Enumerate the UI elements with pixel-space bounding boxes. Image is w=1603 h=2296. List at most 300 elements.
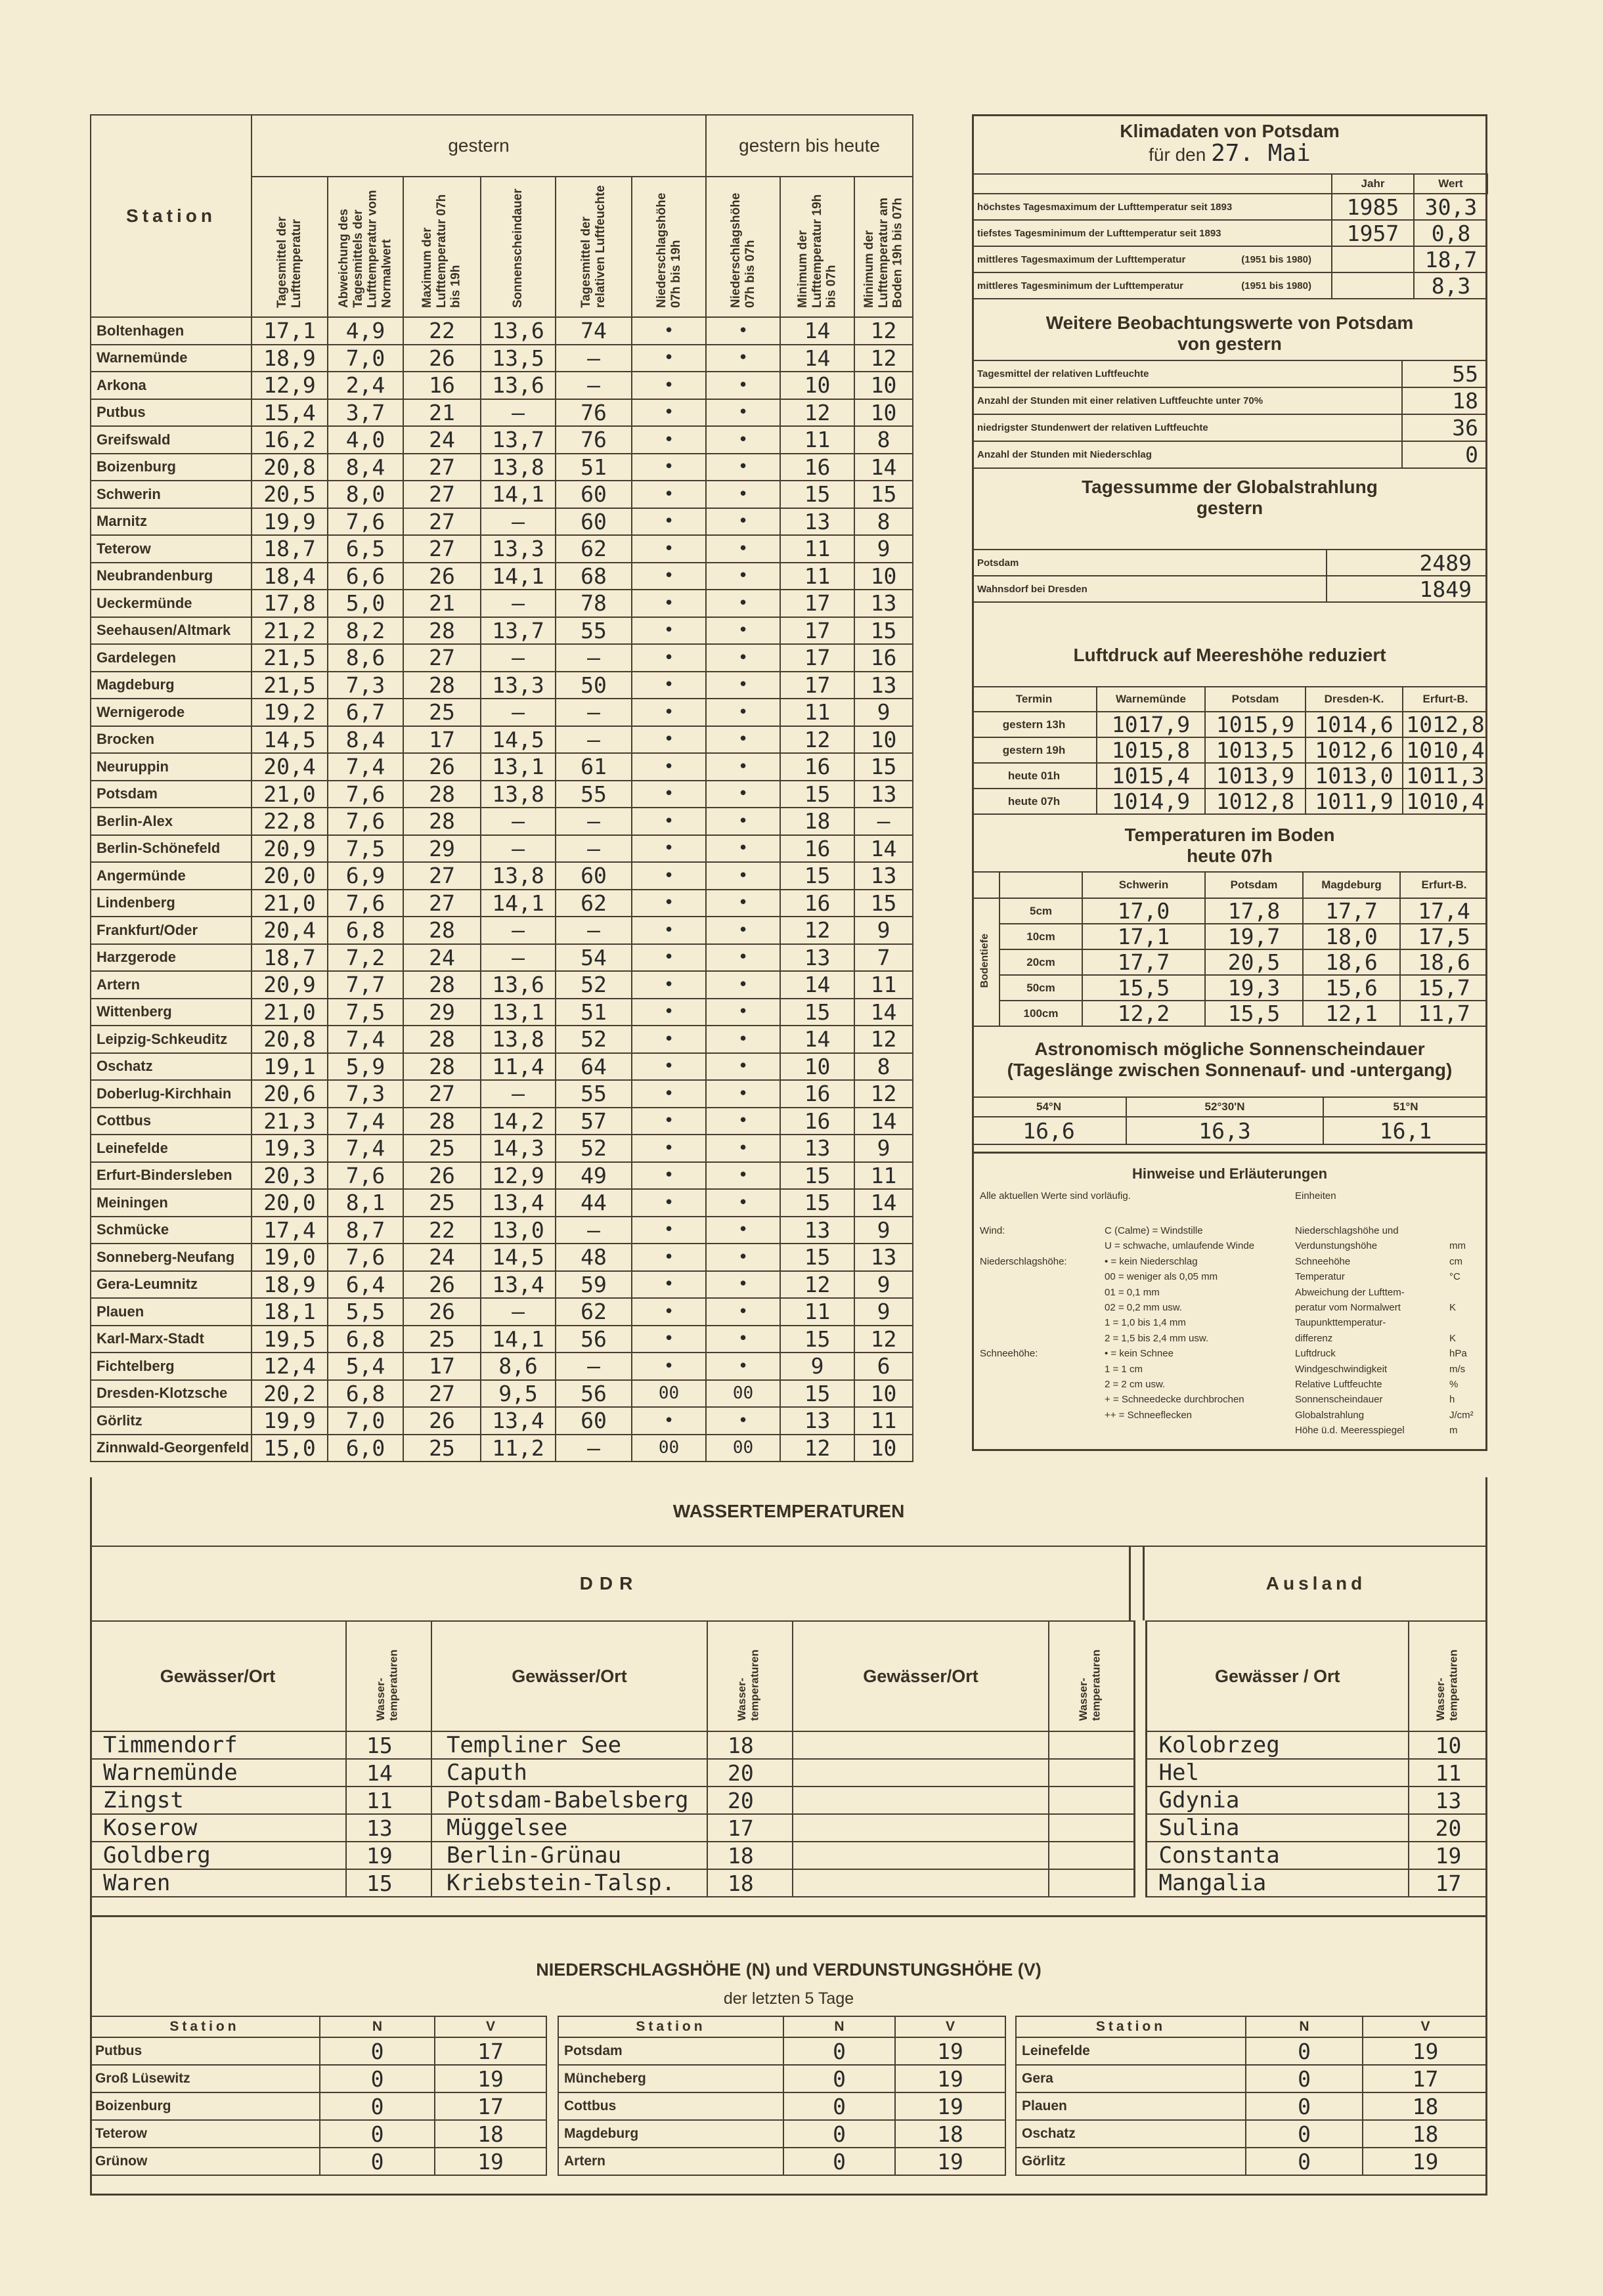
station-value: 19,3 xyxy=(252,1135,328,1162)
table-row xyxy=(91,535,913,563)
station-value: 57 xyxy=(556,1108,632,1135)
station-value: 14,3 xyxy=(481,1135,556,1162)
wasser-ort-empty xyxy=(793,1759,1049,1787)
station-value: 10 xyxy=(854,726,913,754)
unit-name: Höhe ü.d. Meeresspiegel xyxy=(1295,1425,1405,1437)
station-value: 20,4 xyxy=(252,753,328,781)
station-value: 28 xyxy=(403,808,481,835)
klima-label-text: mittleres Tagesmaximum der Lufttemperatur xyxy=(977,253,1186,265)
boden-value: 15,7 xyxy=(1400,975,1487,1001)
wasser-header-row xyxy=(90,1621,1487,1731)
wasser-ort: Gdynia xyxy=(1146,1787,1409,1814)
luftdruck-header xyxy=(972,645,1487,666)
hinweise-line xyxy=(980,1392,1288,1407)
station-name: Karl-Marx-Stadt xyxy=(91,1326,252,1353)
boden-value: 11,7 xyxy=(1400,1001,1487,1026)
station-value: – xyxy=(481,508,556,536)
wasser-row xyxy=(90,1759,1487,1787)
ns-n: 0 xyxy=(1246,2037,1363,2065)
hinweise-desc: 02 = 0,2 mm usw. xyxy=(1105,1301,1182,1313)
station-value: 16 xyxy=(403,372,481,399)
station-value: 14,5 xyxy=(481,726,556,754)
ns-gap xyxy=(546,2120,558,2148)
klima-wert: 8,3 xyxy=(1414,272,1487,299)
station-value: 27 xyxy=(403,454,481,481)
station-value: 11 xyxy=(854,1407,913,1435)
station-value: – xyxy=(556,1217,632,1244)
station-value: 17 xyxy=(403,1353,481,1380)
klima-label xyxy=(972,246,1332,272)
global-value: 2489 xyxy=(1327,550,1487,576)
wasser-col-temp-ausland-label: Wasser-temperaturen xyxy=(1434,1649,1460,1721)
station-value: 7,6 xyxy=(328,781,403,808)
unit-line xyxy=(1295,1408,1482,1423)
station-value: 13 xyxy=(854,590,913,617)
unit-line xyxy=(1295,1223,1482,1238)
station-value: 52 xyxy=(556,1135,632,1162)
station-value: 21,5 xyxy=(252,644,328,672)
station-value: 6,8 xyxy=(328,917,403,944)
station-value: • xyxy=(706,944,780,972)
station-name: Harzgerode xyxy=(91,944,252,972)
wasser-temp-empty xyxy=(1049,1814,1134,1842)
station-value: 13,7 xyxy=(481,617,556,645)
hinweise-desc: + = Schneedecke durchbrochen xyxy=(1105,1394,1244,1406)
wasser-temp-empty xyxy=(1049,1869,1134,1897)
wasser-temp: 13 xyxy=(1409,1787,1487,1814)
station-value: 24 xyxy=(403,1244,481,1271)
station-value: • xyxy=(632,317,706,345)
station-value: • xyxy=(706,1244,780,1271)
ns-n: 0 xyxy=(1246,2120,1363,2148)
station-value: 20,9 xyxy=(252,971,328,999)
station-name: Teterow xyxy=(91,535,252,563)
station-name: Seehausen/Altmark xyxy=(91,617,252,645)
station-name: Doberlug-Kirchhain xyxy=(91,1080,252,1108)
station-value: 28 xyxy=(403,917,481,944)
station-value: – xyxy=(481,808,556,835)
station-value: • xyxy=(632,1135,706,1162)
boden-row xyxy=(972,1001,1487,1026)
ns-gap xyxy=(1005,2065,1016,2092)
ns-n: 0 xyxy=(320,2037,435,2065)
unit-line xyxy=(1295,1269,1482,1284)
wasser-col-temp-label: Wasser-temperaturen xyxy=(374,1649,400,1721)
station-value: • xyxy=(632,1162,706,1190)
station-value: 27 xyxy=(403,481,481,508)
hinweise-note: Alle aktuellen Werte sind vorläufig. xyxy=(980,1190,1131,1202)
station-value: • xyxy=(632,1271,706,1299)
station-value: • xyxy=(632,726,706,754)
station-value: 14,2 xyxy=(481,1108,556,1135)
boden-header xyxy=(972,825,1487,867)
station-value: 11 xyxy=(854,971,913,999)
weitere-value: 0 xyxy=(1402,441,1487,468)
station-value: 7,4 xyxy=(328,1108,403,1135)
ns-v: 19 xyxy=(1363,2037,1487,2065)
station-value: 9 xyxy=(854,1135,913,1162)
station-value: 20,8 xyxy=(252,454,328,481)
ns-station: Teterow xyxy=(90,2120,320,2148)
unit-symbol: hPa xyxy=(1449,1348,1467,1360)
ns-n: 0 xyxy=(783,2037,895,2065)
station-value: • xyxy=(632,1326,706,1353)
klima-date: 27. Mai xyxy=(1211,140,1311,167)
station-value: 52 xyxy=(556,971,632,999)
hinweise-desc: 00 = weniger als 0,05 mm xyxy=(1105,1271,1218,1283)
station-value: 60 xyxy=(556,862,632,890)
station-value: • xyxy=(706,563,780,590)
global-title: Tagessumme der Globalstrahlung xyxy=(1082,477,1378,497)
ns-gap xyxy=(1005,2037,1016,2065)
table-row xyxy=(91,862,913,890)
boden-side xyxy=(972,898,999,1026)
boden-value: 19,7 xyxy=(1205,924,1303,949)
station-value: 14 xyxy=(780,317,854,345)
station-value: – xyxy=(481,835,556,863)
global-value: 1849 xyxy=(1327,576,1487,602)
col-header-label-3: Sonnenscheindauer xyxy=(511,188,525,308)
station-name: Erfurt-Bindersleben xyxy=(91,1162,252,1190)
ausland-label: Ausland xyxy=(1265,1573,1367,1593)
station-value: 8,4 xyxy=(328,726,403,754)
col-header-5 xyxy=(632,177,706,317)
station-name: Wittenberg xyxy=(91,999,252,1026)
ns-gap xyxy=(1005,2016,1016,2037)
station-value: • xyxy=(706,1108,780,1135)
klima-jahr xyxy=(1332,246,1414,272)
wasser-col-temp xyxy=(346,1621,431,1731)
wasser-temp: 11 xyxy=(1409,1759,1487,1787)
wasser-col-ort-label: Gewässer/Ort xyxy=(160,1666,276,1686)
station-value: 24 xyxy=(403,426,481,454)
wasser-ort: Potsdam-Babelsberg xyxy=(431,1787,707,1814)
hinweise-desc: 2 = 1,5 bis 2,4 mm usw. xyxy=(1105,1332,1208,1344)
klima-table xyxy=(972,173,1488,299)
station-name: Artern xyxy=(91,971,252,999)
hinweise-line xyxy=(980,1254,1288,1269)
station-value: 12 xyxy=(854,1080,913,1108)
station-value: 5,9 xyxy=(328,1053,403,1081)
unit-line xyxy=(1295,1254,1482,1269)
klima-title: Klimadaten von Potsdam xyxy=(1120,121,1340,141)
station-value: 16 xyxy=(780,454,854,481)
hinweise-key xyxy=(980,1408,1091,1423)
station-value: 12 xyxy=(854,317,913,345)
hinweise-key xyxy=(980,1285,1091,1300)
ns-n: 0 xyxy=(783,2120,895,2148)
col-header-station: Station xyxy=(91,115,252,317)
klima-date-prefix: für den xyxy=(1149,144,1206,165)
station-value: 22 xyxy=(403,317,481,345)
table-row xyxy=(91,426,913,454)
station-value: 12 xyxy=(780,726,854,754)
luftdruck-col-header: Erfurt-B. xyxy=(1403,687,1487,712)
station-value: 21,0 xyxy=(252,999,328,1026)
table-row xyxy=(91,753,913,781)
station-value: 9 xyxy=(854,1271,913,1299)
station-value: 20,3 xyxy=(252,1162,328,1190)
station-value: 60 xyxy=(556,508,632,536)
unit-name: Luftdruck xyxy=(1295,1348,1336,1360)
station-name: Neubrandenburg xyxy=(91,563,252,590)
station-value: 12 xyxy=(854,1026,913,1053)
col-header-6 xyxy=(706,177,780,317)
station-value: 7,0 xyxy=(328,345,403,372)
boden-value: 17,7 xyxy=(1303,898,1400,924)
station-value: 6,5 xyxy=(328,535,403,563)
wasser-col-temp-ausland xyxy=(1409,1621,1487,1731)
station-value: 21,0 xyxy=(252,890,328,917)
table-row xyxy=(91,399,913,427)
station-value: 76 xyxy=(556,426,632,454)
station-value: – xyxy=(481,944,556,972)
station-value: • xyxy=(706,481,780,508)
hinweise-line xyxy=(980,1285,1288,1300)
station-value: • xyxy=(706,726,780,754)
hinweise-key xyxy=(980,1269,1091,1284)
station-value: 8,1 xyxy=(328,1189,403,1217)
station-value: 13 xyxy=(780,1217,854,1244)
station-name: Magdeburg xyxy=(91,672,252,699)
station-name: Potsdam xyxy=(91,781,252,808)
station-value: 76 xyxy=(556,399,632,427)
klima-row xyxy=(972,194,1487,220)
boden-value: 20,5 xyxy=(1205,949,1303,975)
ns-v: 18 xyxy=(1363,2092,1487,2120)
station-value: 21,5 xyxy=(252,672,328,699)
station-value: 13,0 xyxy=(481,1217,556,1244)
station-value: • xyxy=(632,1053,706,1081)
luftdruck-value: 1015,4 xyxy=(1097,763,1205,789)
hinweise-key: Schneehöhe: xyxy=(980,1348,1038,1360)
station-value: 7,3 xyxy=(328,672,403,699)
hinweise-key: Niederschlagshöhe: xyxy=(980,1255,1067,1267)
station-value: 11 xyxy=(854,1162,913,1190)
klima-label-period: (1951 bis 1980) xyxy=(1241,253,1311,265)
station-value: 14,1 xyxy=(481,481,556,508)
station-value: 26 xyxy=(403,1162,481,1190)
station-value: 26 xyxy=(403,345,481,372)
luftdruck-termin: gestern 13h xyxy=(972,712,1097,737)
hinweise-title: Hinweise und Erläuterungen xyxy=(1131,1165,1328,1182)
weitere-label: niedrigster Stundenwert der relativen Luftfeuchte xyxy=(972,414,1402,441)
hinweise-desc: 1 = 1 cm xyxy=(1105,1363,1143,1375)
station-value: 15 xyxy=(780,1189,854,1217)
ns-v: 19 xyxy=(895,2037,1005,2065)
station-value: 9 xyxy=(780,1353,854,1380)
luftdruck-value: 1011,9 xyxy=(1306,789,1403,814)
station-value: • xyxy=(706,753,780,781)
luftdruck-col-header: Warnemünde xyxy=(1097,687,1205,712)
ns-n: 0 xyxy=(1246,2148,1363,2175)
station-value: • xyxy=(706,1271,780,1299)
station-value: • xyxy=(706,372,780,399)
station-value: • xyxy=(632,454,706,481)
station-value: • xyxy=(632,563,706,590)
station-value: 54 xyxy=(556,944,632,972)
unit-line xyxy=(1295,1285,1482,1300)
boden-row xyxy=(972,898,1487,924)
station-value: 15 xyxy=(854,753,913,781)
luftdruck-value: 1010,4 xyxy=(1403,737,1487,763)
station-value: 16 xyxy=(780,1080,854,1108)
unit-symbol: m xyxy=(1449,1425,1458,1437)
klima-label xyxy=(972,194,1332,220)
unit-line xyxy=(1295,1238,1482,1253)
station-value: 10 xyxy=(854,372,913,399)
hinweise-line xyxy=(980,1408,1288,1423)
station-value: • xyxy=(706,699,780,726)
weitere-value: 55 xyxy=(1402,360,1487,387)
station-value: • xyxy=(632,481,706,508)
hinweise-section xyxy=(972,1152,1487,1451)
unit-name: differenz xyxy=(1295,1332,1333,1344)
boden-side-label: Bodentiefe xyxy=(979,933,991,988)
wasser-temp: 18 xyxy=(707,1869,793,1897)
unit-line xyxy=(1295,1377,1482,1392)
ns-gap xyxy=(1005,2092,1016,2120)
station-value: 6,4 xyxy=(328,1271,403,1299)
boden-col-header: Erfurt-B. xyxy=(1400,872,1487,898)
station-value: 16 xyxy=(780,753,854,781)
ddr-label: DDR xyxy=(579,1573,640,1593)
station-value: • xyxy=(706,1326,780,1353)
station-value: • xyxy=(706,1353,780,1380)
station-value: 13,4 xyxy=(481,1189,556,1217)
wasser-col-ort xyxy=(793,1621,1049,1731)
station-value: 19,0 xyxy=(252,1244,328,1271)
station-value: 8,2 xyxy=(328,617,403,645)
boden-value: 15,6 xyxy=(1303,975,1400,1001)
station-value: 13,8 xyxy=(481,1026,556,1053)
ns-col-v: V xyxy=(435,2016,546,2037)
wasser-ort: Mangalia xyxy=(1146,1869,1409,1897)
station-value: 14,5 xyxy=(252,726,328,754)
station-name: Gera-Leumnitz xyxy=(91,1271,252,1299)
station-value: • xyxy=(632,917,706,944)
station-value: 15 xyxy=(854,481,913,508)
station-value: 20,0 xyxy=(252,862,328,890)
station-value: 19,2 xyxy=(252,699,328,726)
station-value: 14 xyxy=(854,1189,913,1217)
station-name: Berlin-Schönefeld xyxy=(91,835,252,863)
boden-value: 18,0 xyxy=(1303,924,1400,949)
station-name: Frankfurt/Oder xyxy=(91,917,252,944)
station-value: 13,8 xyxy=(481,781,556,808)
station-value: 5,4 xyxy=(328,1353,403,1380)
station-value: • xyxy=(632,1217,706,1244)
unit-symbol: cm xyxy=(1449,1255,1462,1267)
ns-n: 0 xyxy=(320,2065,435,2092)
station-value: 74 xyxy=(556,317,632,345)
hinweise-desc: U = schwache, umlaufende Winde xyxy=(1105,1240,1255,1252)
luftdruck-value: 1013,5 xyxy=(1205,737,1306,763)
wasser-ort: Sulina xyxy=(1146,1814,1409,1842)
station-value: 8,0 xyxy=(328,481,403,508)
weitere-value: 36 xyxy=(1402,414,1487,441)
boden-row xyxy=(972,949,1487,975)
station-value: 25 xyxy=(403,1189,481,1217)
wasser-table xyxy=(90,1620,1487,1897)
station-value: 17,4 xyxy=(252,1217,328,1244)
station-value: 14 xyxy=(780,345,854,372)
luftdruck-value: 1014,6 xyxy=(1306,712,1403,737)
ns-n: 0 xyxy=(320,2120,435,2148)
col-header-8 xyxy=(854,177,913,317)
station-name: Angermünde xyxy=(91,862,252,890)
col-header-0 xyxy=(252,177,328,317)
station-value: 12 xyxy=(780,399,854,427)
ns-station: Magdeburg xyxy=(558,2120,783,2148)
station-value: 11,4 xyxy=(481,1053,556,1081)
station-value: 17 xyxy=(780,617,854,645)
station-name: Gardelegen xyxy=(91,644,252,672)
station-value: 17 xyxy=(780,590,854,617)
station-value: • xyxy=(706,1162,780,1190)
ns-header-row xyxy=(90,2016,1487,2037)
ns-row xyxy=(90,2120,1487,2148)
ns-v: 19 xyxy=(1363,2148,1487,2175)
ns-gap xyxy=(546,2092,558,2120)
station-value: 17 xyxy=(403,726,481,754)
ns-v: 17 xyxy=(435,2037,546,2065)
table-row xyxy=(91,917,913,944)
station-value: • xyxy=(706,345,780,372)
station-value: 7,7 xyxy=(328,971,403,999)
station-name: Schmücke xyxy=(91,1217,252,1244)
col-header-1 xyxy=(328,177,403,317)
station-value: 24 xyxy=(403,944,481,972)
station-value: 12,9 xyxy=(481,1162,556,1190)
table-row xyxy=(91,1026,913,1053)
station-value: 22 xyxy=(403,1217,481,1244)
global-subtitle: gestern xyxy=(1196,498,1263,519)
station-value: 14 xyxy=(854,454,913,481)
wasser-temp: 18 xyxy=(707,1731,793,1759)
klima-wert: 18,7 xyxy=(1414,246,1487,272)
station-name: Cottbus xyxy=(91,1108,252,1135)
global-row xyxy=(972,550,1487,576)
table-row xyxy=(91,1217,913,1244)
boden-corner xyxy=(972,872,999,898)
station-name: Leinefelde xyxy=(91,1135,252,1162)
station-value: 51 xyxy=(556,999,632,1026)
table-row xyxy=(91,699,913,726)
station-value: 29 xyxy=(403,835,481,863)
table-row xyxy=(91,672,913,699)
station-value: 13,3 xyxy=(481,535,556,563)
station-value: • xyxy=(632,345,706,372)
station-value: • xyxy=(632,1026,706,1053)
station-value: 14 xyxy=(780,971,854,999)
station-value: 56 xyxy=(556,1326,632,1353)
station-value: 78 xyxy=(556,590,632,617)
unit-line xyxy=(1295,1423,1482,1438)
wasser-ort: Goldberg xyxy=(90,1842,346,1869)
wasser-temp: 20 xyxy=(1409,1814,1487,1842)
station-value: 25 xyxy=(403,1435,481,1462)
unit-symbol xyxy=(1449,1315,1482,1330)
wasser-row xyxy=(90,1787,1487,1814)
astro-lat-row xyxy=(972,1097,1487,1117)
boden-value: 17,5 xyxy=(1400,924,1487,949)
station-value: • xyxy=(632,644,706,672)
col-header-label-4: Tagesmittel der relativen Luftfeuchte xyxy=(579,185,607,308)
table-row xyxy=(91,508,913,536)
station-value: • xyxy=(706,399,780,427)
ns-col-v: V xyxy=(1363,2016,1487,2037)
